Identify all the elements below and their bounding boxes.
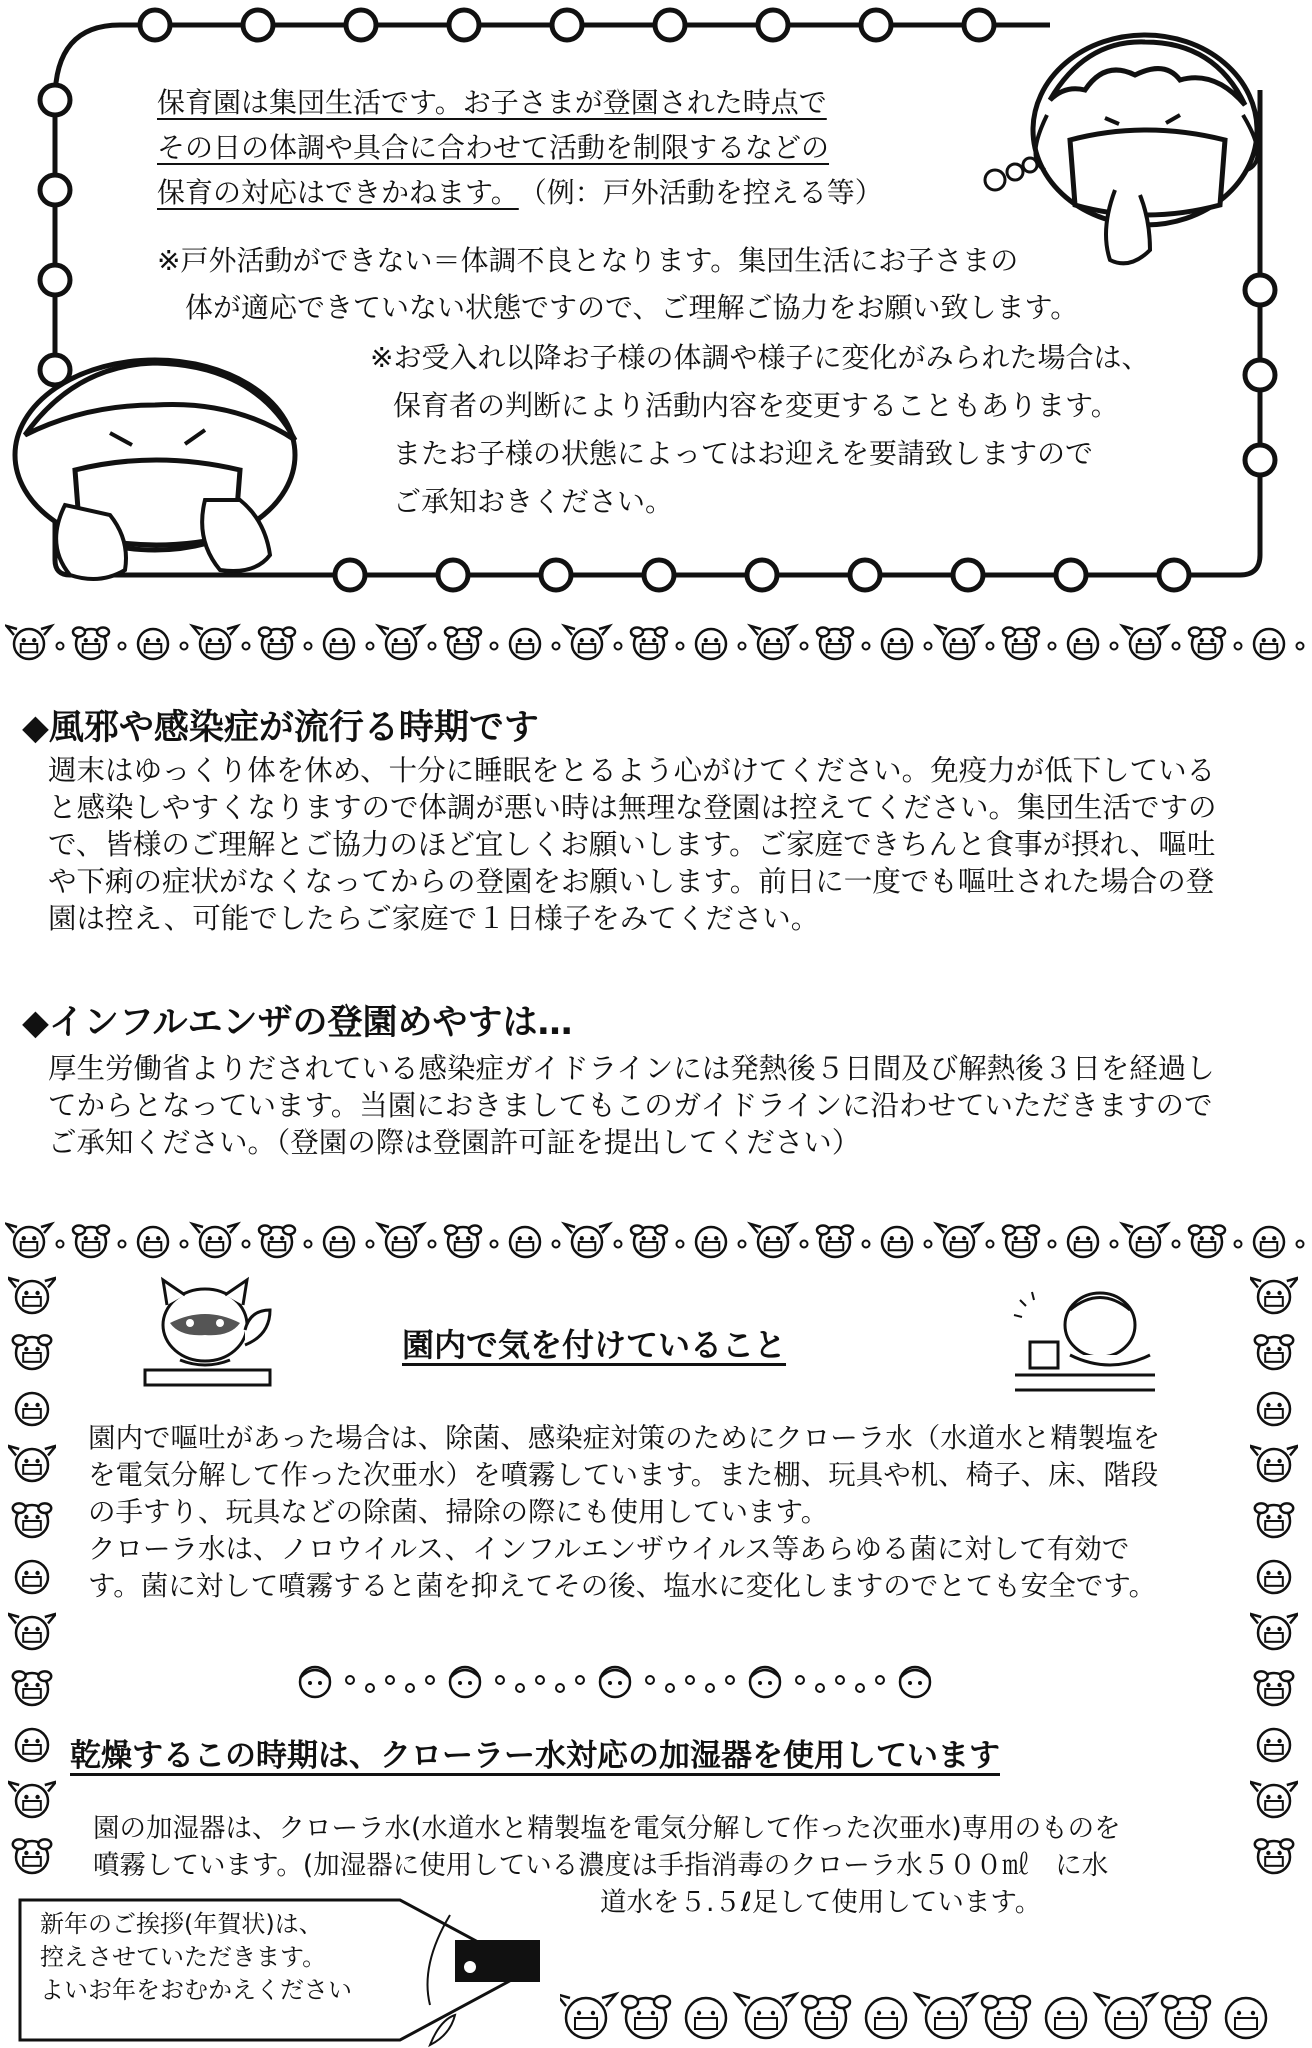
animal-border-top	[5, 620, 1305, 664]
flu-line: ご承知ください。（登園の際は登園許可証を提出してください）	[48, 1126, 861, 1159]
animal-face-icon	[1068, 1227, 1098, 1257]
animal-face-icon	[802, 1996, 850, 2038]
notice-note1-line2: 体が適応できていない状態ですので、ご理解ご協力をお願い致します。	[185, 291, 1079, 324]
child-face-icon	[900, 1667, 930, 1697]
animal-face-icon	[1046, 1998, 1086, 2038]
animal-face-icon	[1255, 1839, 1293, 1873]
animal-face-icon	[916, 1994, 976, 2038]
animal-face-icon	[751, 626, 796, 659]
animal-face-icon	[982, 1996, 1030, 2038]
animal-face-icon	[193, 1224, 238, 1257]
animal-face-icon	[193, 626, 238, 659]
tag-line: 新年のご挨拶(年賀状)は、	[40, 1910, 323, 1938]
humidifier-line: 噴霧しています。(加湿器に使用している濃度は手指消毒のクローラ水５００㎖ に水	[93, 1850, 1109, 1881]
animal-face-icon	[8, 1278, 56, 1313]
animal-face-icon	[817, 1226, 853, 1258]
animal-face-icon	[1162, 1996, 1210, 2038]
animal-face-icon	[1189, 1226, 1225, 1258]
influenza-body	[48, 1050, 1215, 1161]
cold-season-body	[48, 752, 1217, 937]
raccoon-handwashing-illustration	[135, 1275, 280, 1395]
animal-face-icon	[631, 628, 667, 660]
animal-face-icon	[445, 1226, 481, 1258]
animal-face-icon	[1254, 1227, 1284, 1257]
animal-face-icon	[1250, 1782, 1298, 1817]
animal-face-icon	[1258, 1393, 1290, 1425]
animal-face-icon	[1189, 628, 1225, 660]
animal-face-icon	[8, 1614, 56, 1649]
child-face-icon	[600, 1667, 630, 1697]
cold-line: 週末はゆっくり体を休め、十分に睡眠をとるよう心がけてください。免疫力が低下している	[48, 754, 1216, 787]
animal-face-icon	[73, 628, 109, 660]
masked-child-illustration	[975, 20, 1285, 280]
animal-face-icon	[7, 1224, 52, 1257]
animal-border-left	[8, 1275, 56, 1915]
animal-face-icon	[565, 626, 610, 659]
animal-face-icon	[1003, 628, 1039, 660]
care-line: 園内で嘔吐があった場合は、除菌、感染症対策のためにクローラ水（水道水と精製塩を	[88, 1422, 1161, 1454]
tag-line: 控えさせていただきます。	[40, 1943, 327, 1971]
humidifier-line: 道水を５.５ℓ足して使用しています。	[600, 1887, 1042, 1918]
child-gargling-illustration	[1010, 1280, 1160, 1400]
notice-note1-line1: ※戸外活動ができない＝体調不良となります。集団生活にお子さまの	[157, 244, 1019, 277]
notice-note2-line2: 保育者の判断により活動内容を変更することもあります。	[393, 389, 1119, 422]
influenza-heading: ◆インフルエンザの登園めやすは…	[22, 1003, 573, 1043]
child-face-icon	[450, 1667, 480, 1697]
animal-face-icon	[138, 1227, 168, 1257]
animal-face-icon	[1255, 1335, 1293, 1369]
animal-face-icon	[73, 1226, 109, 1258]
animal-face-icon	[259, 628, 295, 660]
children-border	[285, 1660, 1025, 1704]
animal-face-icon	[882, 629, 912, 659]
animal-face-icon	[817, 628, 853, 660]
animal-face-icon	[1254, 629, 1284, 659]
animal-face-icon	[13, 1335, 51, 1369]
cold-line: 園は控え、可能でしたらご家庭で１日様子をみてください。	[48, 902, 820, 935]
flu-line: てからとなっています。当園におきましてもこのガイドラインに沿わせていただきますので	[48, 1089, 1213, 1122]
animal-face-icon	[937, 1224, 982, 1257]
animal-face-icon	[16, 1393, 48, 1425]
new-year-tag-text	[40, 1908, 352, 2007]
animal-face-icon	[510, 1227, 540, 1257]
animal-face-icon	[16, 1729, 48, 1761]
animal-face-icon	[138, 629, 168, 659]
notice-line-3-main: 保育の対応はできかねます。	[157, 176, 519, 209]
animal-face-icon	[1068, 629, 1098, 659]
animal-face-icon	[379, 626, 424, 659]
in-house-care-title: 園内で気を付けていること	[402, 1326, 787, 1364]
cold-line: や下痢の症状がなくなってからの登園をお願いします。前日に一度でも嘔吐された場合の登	[48, 865, 1215, 898]
animal-face-icon	[1258, 1729, 1290, 1761]
notice-line-2: その日の体調や具合に合わせて活動を制限するなどの	[157, 131, 830, 164]
animal-face-icon	[882, 1227, 912, 1257]
animal-face-icon	[445, 628, 481, 660]
animal-face-icon	[631, 1226, 667, 1258]
animal-face-icon	[1250, 1614, 1298, 1649]
animal-face-icon	[16, 1561, 48, 1593]
animal-face-icon	[937, 626, 982, 659]
animal-border-right	[1250, 1275, 1298, 1915]
in-house-care-body	[88, 1420, 1160, 1605]
notice-note2-line1: ※お受入れ以降お子様の体調や様子に変化がみられた場合は、	[370, 341, 1150, 374]
animal-face-icon	[736, 1994, 796, 2038]
animal-face-icon	[1255, 1671, 1293, 1705]
animal-border-middle	[5, 1218, 1305, 1262]
flu-line: 厚生労働省よりだされている感染症ガイドラインには発熱後５日間及び解熱後３日を経過し	[48, 1052, 1215, 1085]
masked-boy-illustration	[5, 345, 335, 585]
cold-season-heading: ◆風邪や感染症が流行る時期です	[22, 708, 539, 748]
animal-face-icon	[560, 1994, 616, 2038]
animal-face-icon	[510, 629, 540, 659]
humidifier-title: 乾燥するこの時期は、クローラー水対応の加湿器を使用しています	[70, 1738, 1000, 1774]
care-line: の手すり、玩具などの除菌、掃除の際にも使用しています。	[88, 1496, 829, 1528]
zodiac-animals-border	[560, 1990, 1305, 2042]
child-face-icon	[750, 1667, 780, 1697]
cold-line: と感染しやすくなりますので体調が悪い時は無理な登園は控えてください。集団生活ですの	[48, 791, 1217, 824]
animal-face-icon	[7, 626, 52, 659]
animal-face-icon	[259, 1226, 295, 1258]
notice-note2-line4: ご承知おきください。	[393, 485, 674, 518]
animal-face-icon	[1123, 626, 1168, 659]
animal-face-icon	[1258, 1561, 1290, 1593]
child-face-icon	[300, 1667, 330, 1697]
animal-face-icon	[324, 1227, 354, 1257]
notice-line-1: 保育園は集団生活です。お子さまが登園された時点で	[157, 86, 827, 119]
notice-line-3-example: （例：戸外活動を控える等）	[532, 176, 883, 209]
notice-note2-line3: またお子様の状態によってはお迎えを要請致しますので	[393, 437, 1094, 470]
care-line: す。菌に対して噴霧すると菌を抑えてその後、塩水に変化しますのでとても安全です。	[88, 1570, 1157, 1602]
animal-face-icon	[8, 1446, 56, 1481]
animal-face-icon	[565, 1224, 610, 1257]
animal-face-icon	[13, 1503, 51, 1537]
animal-face-icon	[696, 1227, 726, 1257]
animal-face-icon	[324, 629, 354, 659]
animal-face-icon	[1123, 1224, 1168, 1257]
cold-line: で、皆様のご理解とご協力のほど宜しくお願いします。ご家庭できちんと食事が摂れ、嘔吐	[48, 828, 1216, 861]
animal-face-icon	[751, 1224, 796, 1257]
animal-face-icon	[1226, 1998, 1266, 2038]
animal-face-icon	[13, 1671, 51, 1705]
animal-face-icon	[379, 1224, 424, 1257]
tag-line: よいお年をおむかえください	[40, 1976, 352, 2004]
animal-face-icon	[696, 629, 726, 659]
animal-face-icon	[1250, 1446, 1298, 1481]
animal-face-icon	[1255, 1503, 1293, 1537]
care-line: クローラ水は、ノロウイルス、インフルエンザウイルス等あらゆる菌に対して有効で	[88, 1533, 1130, 1565]
animal-face-icon	[1003, 1226, 1039, 1258]
animal-face-icon	[866, 1998, 906, 2038]
animal-face-icon	[13, 1839, 51, 1873]
animal-face-icon	[1250, 1278, 1298, 1313]
animal-face-icon	[686, 1998, 726, 2038]
humidifier-line: 園の加湿器は、クローラ水(水道水と精製塩を電気分解して作った次亜水)専用のものを	[93, 1813, 1121, 1844]
animal-face-icon	[8, 1782, 56, 1817]
care-line: を電気分解して作った次亜水）を噴霧しています。また棚、玩具や机、椅子、床、階段	[88, 1459, 1159, 1491]
animal-face-icon	[622, 1996, 670, 2038]
notice-line-3	[157, 170, 883, 215]
animal-face-icon	[1096, 1994, 1156, 2038]
